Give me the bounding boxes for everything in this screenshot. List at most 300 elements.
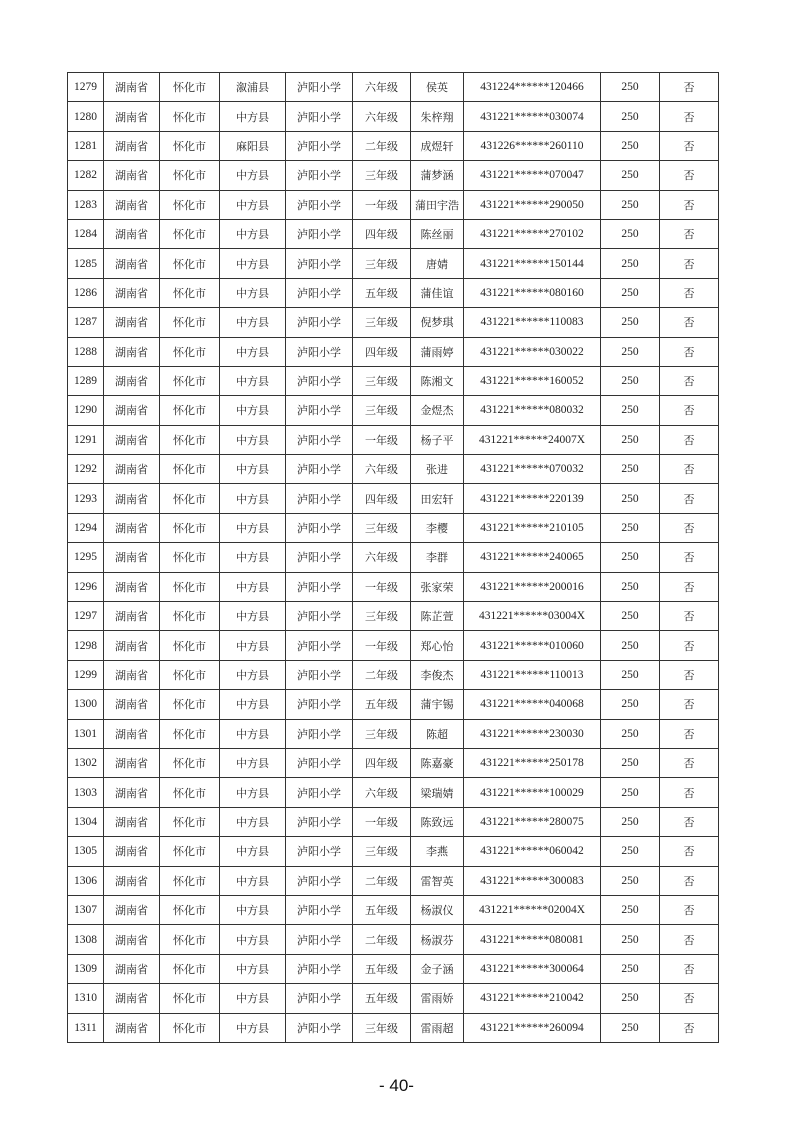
id-number-cell: 431221******150144: [464, 249, 601, 278]
city-cell: 怀化市: [160, 1013, 220, 1042]
id-number-cell: 431221******300064: [464, 954, 601, 983]
city-cell: 怀化市: [160, 73, 220, 102]
student-name-cell: 田宏轩: [411, 484, 464, 513]
id-number-cell: 431221******080032: [464, 396, 601, 425]
id-number-cell: 431224******120466: [464, 73, 601, 102]
grade-cell: 二年级: [353, 131, 411, 160]
county-cell: 中方县: [220, 190, 286, 219]
student-name-cell: 蒲梦涵: [411, 161, 464, 190]
row-number-cell: 1284: [68, 219, 104, 248]
flag-cell: 否: [660, 131, 719, 160]
province-cell: 湖南省: [104, 131, 160, 160]
row-number-cell: 1289: [68, 366, 104, 395]
amount-cell: 250: [601, 161, 660, 190]
id-number-cell: 431221******270102: [464, 219, 601, 248]
school-cell: 泸阳小学: [286, 425, 353, 454]
student-name-cell: 蒲雨婷: [411, 337, 464, 366]
table-row: [68, 925, 719, 954]
county-cell: 中方县: [220, 396, 286, 425]
flag-cell: 否: [660, 837, 719, 866]
table-row: [68, 895, 719, 924]
id-number-cell: 431221******030022: [464, 337, 601, 366]
province-cell: 湖南省: [104, 925, 160, 954]
amount-cell: 250: [601, 278, 660, 307]
grade-cell: 一年级: [353, 425, 411, 454]
grade-cell: 三年级: [353, 1013, 411, 1042]
table-row: [68, 308, 719, 337]
county-cell: 中方县: [220, 102, 286, 131]
province-cell: 湖南省: [104, 690, 160, 719]
city-cell: 怀化市: [160, 513, 220, 542]
flag-cell: 否: [660, 513, 719, 542]
grade-cell: 三年级: [353, 513, 411, 542]
row-number-cell: 1279: [68, 73, 104, 102]
province-cell: 湖南省: [104, 543, 160, 572]
table-row: [68, 366, 719, 395]
id-number-cell: 431221******300083: [464, 866, 601, 895]
grade-cell: 二年级: [353, 925, 411, 954]
city-cell: 怀化市: [160, 778, 220, 807]
table-row: [68, 778, 719, 807]
county-cell: 中方县: [220, 249, 286, 278]
id-number-cell: 431221******250178: [464, 748, 601, 777]
city-cell: 怀化市: [160, 660, 220, 689]
amount-cell: 250: [601, 131, 660, 160]
flag-cell: 否: [660, 396, 719, 425]
student-name-cell: 雷雨娇: [411, 984, 464, 1013]
school-cell: 泸阳小学: [286, 396, 353, 425]
province-cell: 湖南省: [104, 337, 160, 366]
province-cell: 湖南省: [104, 837, 160, 866]
county-cell: 中方县: [220, 748, 286, 777]
row-number-cell: 1300: [68, 690, 104, 719]
flag-cell: 否: [660, 455, 719, 484]
student-name-cell: 唐婧: [411, 249, 464, 278]
row-number-cell: 1295: [68, 543, 104, 572]
city-cell: 怀化市: [160, 866, 220, 895]
amount-cell: 250: [601, 631, 660, 660]
id-number-cell: 431221******220139: [464, 484, 601, 513]
school-cell: 泸阳小学: [286, 660, 353, 689]
grade-cell: 二年级: [353, 660, 411, 689]
grade-cell: 五年级: [353, 895, 411, 924]
school-cell: 泸阳小学: [286, 807, 353, 836]
flag-cell: 否: [660, 602, 719, 631]
student-name-cell: 金子涵: [411, 954, 464, 983]
amount-cell: 250: [601, 455, 660, 484]
grade-cell: 二年级: [353, 866, 411, 895]
grade-cell: 四年级: [353, 337, 411, 366]
grade-cell: 三年级: [353, 396, 411, 425]
amount-cell: 250: [601, 366, 660, 395]
student-name-cell: 陈丝丽: [411, 219, 464, 248]
school-cell: 泸阳小学: [286, 161, 353, 190]
province-cell: 湖南省: [104, 366, 160, 395]
county-cell: 中方县: [220, 455, 286, 484]
flag-cell: 否: [660, 807, 719, 836]
school-cell: 泸阳小学: [286, 513, 353, 542]
school-cell: 泸阳小学: [286, 131, 353, 160]
student-table: [67, 72, 719, 1043]
county-cell: 中方县: [220, 572, 286, 601]
grade-cell: 三年级: [353, 161, 411, 190]
table-row: [68, 102, 719, 131]
student-name-cell: 梁瑞婧: [411, 778, 464, 807]
county-cell: 中方县: [220, 543, 286, 572]
row-number-cell: 1292: [68, 455, 104, 484]
table-row: [68, 954, 719, 983]
city-cell: 怀化市: [160, 190, 220, 219]
city-cell: 怀化市: [160, 425, 220, 454]
row-number-cell: 1311: [68, 1013, 104, 1042]
province-cell: 湖南省: [104, 631, 160, 660]
grade-cell: 六年级: [353, 778, 411, 807]
city-cell: 怀化市: [160, 895, 220, 924]
flag-cell: 否: [660, 366, 719, 395]
student-name-cell: 李群: [411, 543, 464, 572]
school-cell: 泸阳小学: [286, 837, 353, 866]
province-cell: 湖南省: [104, 513, 160, 542]
amount-cell: 250: [601, 602, 660, 631]
school-cell: 泸阳小学: [286, 73, 353, 102]
id-number-cell: 431221******080160: [464, 278, 601, 307]
student-name-cell: 倪梦琪: [411, 308, 464, 337]
city-cell: 怀化市: [160, 984, 220, 1013]
city-cell: 怀化市: [160, 690, 220, 719]
amount-cell: 250: [601, 660, 660, 689]
row-number-cell: 1301: [68, 719, 104, 748]
flag-cell: 否: [660, 190, 719, 219]
table-row: [68, 748, 719, 777]
flag-cell: 否: [660, 425, 719, 454]
row-number-cell: 1285: [68, 249, 104, 278]
table-row: [68, 484, 719, 513]
row-number-cell: 1290: [68, 396, 104, 425]
county-cell: 中方县: [220, 425, 286, 454]
row-number-cell: 1298: [68, 631, 104, 660]
student-name-cell: 蒲佳谊: [411, 278, 464, 307]
student-name-cell: 陈湘文: [411, 366, 464, 395]
city-cell: 怀化市: [160, 396, 220, 425]
school-cell: 泸阳小学: [286, 895, 353, 924]
grade-cell: 五年级: [353, 690, 411, 719]
id-number-cell: 431221******260094: [464, 1013, 601, 1042]
city-cell: 怀化市: [160, 337, 220, 366]
county-cell: 麻阳县: [220, 131, 286, 160]
row-number-cell: 1282: [68, 161, 104, 190]
id-number-cell: 431221******100029: [464, 778, 601, 807]
page-number: - 40-: [379, 1076, 414, 1095]
row-number-cell: 1297: [68, 602, 104, 631]
school-cell: 泸阳小学: [286, 631, 353, 660]
student-name-cell: 郑心怡: [411, 631, 464, 660]
province-cell: 湖南省: [104, 455, 160, 484]
student-name-cell: 李樱: [411, 513, 464, 542]
province-cell: 湖南省: [104, 396, 160, 425]
province-cell: 湖南省: [104, 425, 160, 454]
county-cell: 中方县: [220, 219, 286, 248]
amount-cell: 250: [601, 748, 660, 777]
row-number-cell: 1306: [68, 866, 104, 895]
row-number-cell: 1286: [68, 278, 104, 307]
student-name-cell: 雷雨超: [411, 1013, 464, 1042]
student-name-cell: 蒲宇锡: [411, 690, 464, 719]
table-row: [68, 866, 719, 895]
flag-cell: 否: [660, 719, 719, 748]
amount-cell: 250: [601, 690, 660, 719]
county-cell: 中方县: [220, 161, 286, 190]
amount-cell: 250: [601, 190, 660, 219]
city-cell: 怀化市: [160, 748, 220, 777]
id-number-cell: 431221******240065: [464, 543, 601, 572]
table-row: [68, 337, 719, 366]
amount-cell: 250: [601, 954, 660, 983]
city-cell: 怀化市: [160, 102, 220, 131]
grade-cell: 三年级: [353, 249, 411, 278]
student-name-cell: 侯英: [411, 73, 464, 102]
flag-cell: 否: [660, 631, 719, 660]
amount-cell: 250: [601, 837, 660, 866]
school-cell: 泸阳小学: [286, 1013, 353, 1042]
student-name-cell: 李俊杰: [411, 660, 464, 689]
city-cell: 怀化市: [160, 366, 220, 395]
province-cell: 湖南省: [104, 602, 160, 631]
row-number-cell: 1309: [68, 954, 104, 983]
school-cell: 泸阳小学: [286, 748, 353, 777]
student-name-cell: 陈嘉豪: [411, 748, 464, 777]
province-cell: 湖南省: [104, 308, 160, 337]
id-number-cell: 431221******280075: [464, 807, 601, 836]
province-cell: 湖南省: [104, 249, 160, 278]
id-number-cell: 431221******070032: [464, 455, 601, 484]
city-cell: 怀化市: [160, 249, 220, 278]
student-name-cell: 杨淑仪: [411, 895, 464, 924]
flag-cell: 否: [660, 984, 719, 1013]
school-cell: 泸阳小学: [286, 778, 353, 807]
flag-cell: 否: [660, 249, 719, 278]
county-cell: 溆浦县: [220, 73, 286, 102]
table-row: [68, 690, 719, 719]
city-cell: 怀化市: [160, 954, 220, 983]
city-cell: 怀化市: [160, 925, 220, 954]
school-cell: 泸阳小学: [286, 543, 353, 572]
table-row: [68, 984, 719, 1013]
flag-cell: 否: [660, 866, 719, 895]
city-cell: 怀化市: [160, 631, 220, 660]
flag-cell: 否: [660, 337, 719, 366]
student-name-cell: 李燕: [411, 837, 464, 866]
flag-cell: 否: [660, 954, 719, 983]
table-row: [68, 543, 719, 572]
province-cell: 湖南省: [104, 102, 160, 131]
county-cell: 中方县: [220, 719, 286, 748]
flag-cell: 否: [660, 690, 719, 719]
county-cell: 中方县: [220, 778, 286, 807]
row-number-cell: 1296: [68, 572, 104, 601]
school-cell: 泸阳小学: [286, 219, 353, 248]
county-cell: 中方县: [220, 337, 286, 366]
table-row: [68, 249, 719, 278]
province-cell: 湖南省: [104, 984, 160, 1013]
grade-cell: 三年级: [353, 602, 411, 631]
province-cell: 湖南省: [104, 278, 160, 307]
id-number-cell: 431226******260110: [464, 131, 601, 160]
flag-cell: 否: [660, 102, 719, 131]
table-row: [68, 513, 719, 542]
student-name-cell: 陈芷萱: [411, 602, 464, 631]
flag-cell: 否: [660, 543, 719, 572]
table-row: [68, 161, 719, 190]
row-number-cell: 1280: [68, 102, 104, 131]
id-number-cell: 431221******070047: [464, 161, 601, 190]
amount-cell: 250: [601, 396, 660, 425]
province-cell: 湖南省: [104, 1013, 160, 1042]
id-number-cell: 431221******110013: [464, 660, 601, 689]
table-row: [68, 219, 719, 248]
province-cell: 湖南省: [104, 161, 160, 190]
id-number-cell: 431221******110083: [464, 308, 601, 337]
flag-cell: 否: [660, 895, 719, 924]
amount-cell: 250: [601, 895, 660, 924]
amount-cell: 250: [601, 543, 660, 572]
id-number-cell: 431221******040068: [464, 690, 601, 719]
student-name-cell: 陈致远: [411, 807, 464, 836]
city-cell: 怀化市: [160, 837, 220, 866]
school-cell: 泸阳小学: [286, 190, 353, 219]
table-row: [68, 131, 719, 160]
grade-cell: 四年级: [353, 484, 411, 513]
grade-cell: 五年级: [353, 984, 411, 1013]
school-cell: 泸阳小学: [286, 954, 353, 983]
row-number-cell: 1288: [68, 337, 104, 366]
province-cell: 湖南省: [104, 572, 160, 601]
row-number-cell: 1293: [68, 484, 104, 513]
id-number-cell: 431221******230030: [464, 719, 601, 748]
county-cell: 中方县: [220, 925, 286, 954]
flag-cell: 否: [660, 778, 719, 807]
amount-cell: 250: [601, 337, 660, 366]
city-cell: 怀化市: [160, 719, 220, 748]
student-name-cell: 杨子平: [411, 425, 464, 454]
school-cell: 泸阳小学: [286, 866, 353, 895]
grade-cell: 一年级: [353, 572, 411, 601]
county-cell: 中方县: [220, 308, 286, 337]
city-cell: 怀化市: [160, 455, 220, 484]
student-name-cell: 杨淑芬: [411, 925, 464, 954]
row-number-cell: 1299: [68, 660, 104, 689]
province-cell: 湖南省: [104, 778, 160, 807]
amount-cell: 250: [601, 249, 660, 278]
id-number-cell: 431221******03004X: [464, 602, 601, 631]
table-row: [68, 425, 719, 454]
province-cell: 湖南省: [104, 484, 160, 513]
county-cell: 中方县: [220, 484, 286, 513]
amount-cell: 250: [601, 778, 660, 807]
id-number-cell: 431221******210042: [464, 984, 601, 1013]
city-cell: 怀化市: [160, 219, 220, 248]
flag-cell: 否: [660, 278, 719, 307]
row-number-cell: 1304: [68, 807, 104, 836]
grade-cell: 六年级: [353, 73, 411, 102]
county-cell: 中方县: [220, 366, 286, 395]
row-number-cell: 1291: [68, 425, 104, 454]
grade-cell: 三年级: [353, 719, 411, 748]
row-number-cell: 1287: [68, 308, 104, 337]
province-cell: 湖南省: [104, 807, 160, 836]
county-cell: 中方县: [220, 690, 286, 719]
grade-cell: 五年级: [353, 954, 411, 983]
amount-cell: 250: [601, 513, 660, 542]
flag-cell: 否: [660, 660, 719, 689]
grade-cell: 四年级: [353, 748, 411, 777]
amount-cell: 250: [601, 719, 660, 748]
table-row: [68, 719, 719, 748]
county-cell: 中方县: [220, 837, 286, 866]
flag-cell: 否: [660, 308, 719, 337]
row-number-cell: 1294: [68, 513, 104, 542]
row-number-cell: 1302: [68, 748, 104, 777]
school-cell: 泸阳小学: [286, 984, 353, 1013]
city-cell: 怀化市: [160, 131, 220, 160]
table-row: [68, 602, 719, 631]
province-cell: 湖南省: [104, 895, 160, 924]
amount-cell: 250: [601, 925, 660, 954]
school-cell: 泸阳小学: [286, 690, 353, 719]
grade-cell: 一年级: [353, 807, 411, 836]
school-cell: 泸阳小学: [286, 925, 353, 954]
flag-cell: 否: [660, 1013, 719, 1042]
grade-cell: 一年级: [353, 190, 411, 219]
id-number-cell: 431221******24007X: [464, 425, 601, 454]
province-cell: 湖南省: [104, 660, 160, 689]
grade-cell: 六年级: [353, 455, 411, 484]
province-cell: 湖南省: [104, 190, 160, 219]
school-cell: 泸阳小学: [286, 719, 353, 748]
county-cell: 中方县: [220, 984, 286, 1013]
city-cell: 怀化市: [160, 602, 220, 631]
table-row: [68, 572, 719, 601]
table-row: [68, 837, 719, 866]
table-row: [68, 73, 719, 102]
student-name-cell: 张家荣: [411, 572, 464, 601]
student-name-cell: 朱梓翔: [411, 102, 464, 131]
table-row: [68, 631, 719, 660]
id-number-cell: 431221******080081: [464, 925, 601, 954]
id-number-cell: 431221******290050: [464, 190, 601, 219]
student-name-cell: 陈超: [411, 719, 464, 748]
table-row: [68, 190, 719, 219]
student-name-cell: 成煜轩: [411, 131, 464, 160]
amount-cell: 250: [601, 866, 660, 895]
county-cell: 中方县: [220, 631, 286, 660]
amount-cell: 250: [601, 1013, 660, 1042]
table-row: [68, 807, 719, 836]
row-number-cell: 1305: [68, 837, 104, 866]
grade-cell: 一年级: [353, 631, 411, 660]
amount-cell: 250: [601, 73, 660, 102]
id-number-cell: 431221******060042: [464, 837, 601, 866]
student-name-cell: 张进: [411, 455, 464, 484]
student-name-cell: 蒲田宇浩: [411, 190, 464, 219]
city-cell: 怀化市: [160, 572, 220, 601]
row-number-cell: 1283: [68, 190, 104, 219]
id-number-cell: 431221******030074: [464, 102, 601, 131]
school-cell: 泸阳小学: [286, 249, 353, 278]
province-cell: 湖南省: [104, 866, 160, 895]
amount-cell: 250: [601, 807, 660, 836]
amount-cell: 250: [601, 572, 660, 601]
amount-cell: 250: [601, 219, 660, 248]
